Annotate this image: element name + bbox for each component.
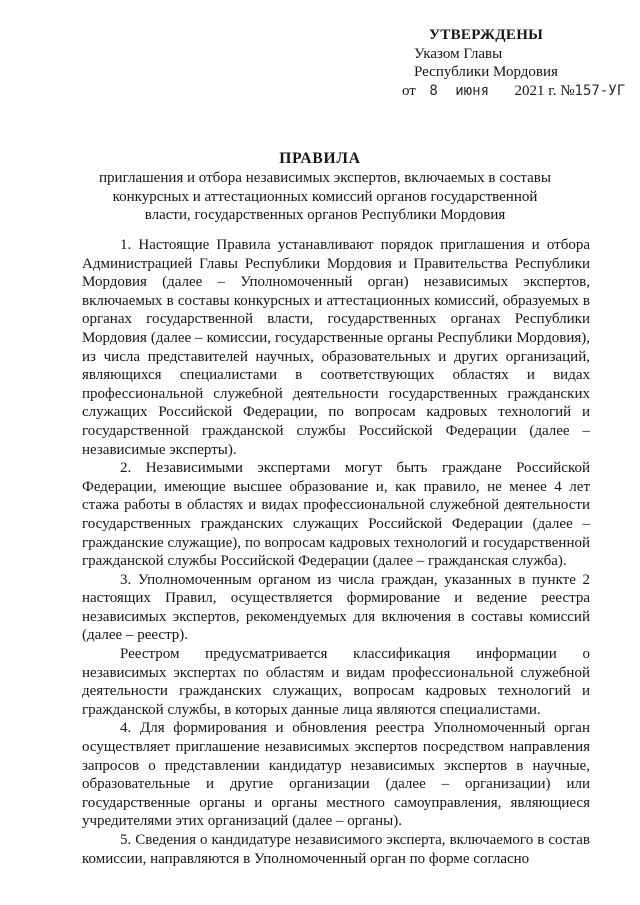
paragraph-registry: Реестром предусматривается классификация информации о независимых экспертах по областям и видам профессиональной служебной деятельности гражданских служащих, вопросам кадровых технологий и гражданской службы, в которых данные лица являются специалистами.: [82, 646, 590, 718]
document-body: [82, 236, 590, 868]
approval-date-line: [402, 82, 632, 101]
date-day: 8: [429, 82, 438, 99]
approval-title: УТВЕРЖДЕНЫ: [429, 27, 544, 43]
paragraph-1: 1. Настоящие Правила устанавливают порядок приглашения и отбора Администрацией Главы Республики Мордовия и Правительства Республики Мордовия (далее – Уполномоченный орган) независимых экспертов, включаемых в составы конкурсных и аттестационных комиссий, образуемых в органах государственной власти, государственных органах Республики Мордовия (далее – комиссии, государственные органы Республики Мордовия), из числа представителей научных, образовательных и других организаций, являющихся специалистами в соответствующих областях и видах профессиональной служебной деятельности государственных гражданских служащих Российской Федерации, по вопросам кадровых технологий и государственной гражданской службы Российской Федерации (далее – независимые эксперты).: [82, 237, 590, 458]
approval-stamp: [402, 26, 632, 100]
paragraph-5: 5. Сведения о кандидатуре независимого эксперта, включаемого в состав комиссии, направляются в Уполномоченный орган по форме согласно: [82, 832, 590, 867]
number-sign: №: [560, 82, 575, 99]
date-prefix: от: [402, 82, 416, 99]
approval-region-line: Республики Мордовия: [414, 64, 558, 80]
date-year: 2021 г.: [514, 82, 557, 99]
document-title: ПРАВИЛА: [279, 150, 361, 167]
paragraph-3: 3. Уполномоченным органом из числа граждан, указанных в пункте 2 настоящих Правил, осуществляется формирование и ведение реестра независимых экспертов, рекомендуемых для включения в составы комиссий (далее – реестр).: [82, 571, 590, 644]
decree-number: 157-УГ: [574, 82, 626, 99]
approval-issuer-line: Указом Главы: [414, 45, 503, 62]
document-subtitle: приглашения и отбора независимых экспертов, включаемых в составы конкурсных и аттестационных комиссий органов государственной власти, государственных органов Республики Мордовия: [99, 170, 551, 223]
paragraph-2: 2. Независимыми экспертами могут быть граждане Российской Федерации, имеющие высшее образование и, как правило, не менее 4 лет стажа работы в областях и видах профессиональной служебной деятельности государственных гражданских служащих Российской Федерации (далее – гражданские служащие), по вопросам кадровых технологий и государственной гражданской службы Российской Федерации (далее – гражданская служба).: [82, 460, 590, 570]
paragraph-4: 4. Для формирования и обновления реестра Уполномоченный орган осуществляет приглашение независимых экспертов посредством направления запросов о представлении кандидатур независимых экспертов в научные, образовательные и другие организации (далее – организации) или государственные органы и органы местного самоуправления, являющиеся учредителями этих организаций (далее – органы).: [82, 720, 590, 830]
date-month: июня: [455, 82, 490, 99]
